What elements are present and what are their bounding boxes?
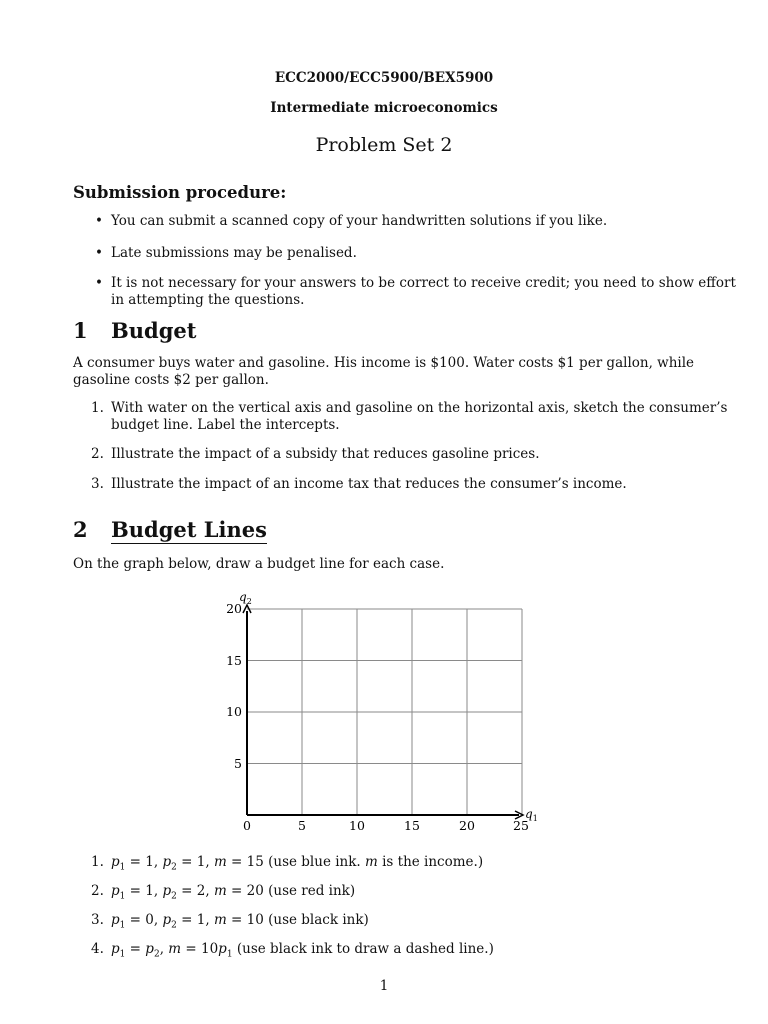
item-math-var: m [365, 854, 378, 870]
section-2-heading [73, 517, 373, 545]
item-math: $p_1 = 0$, $p_2 = 1$, m = 10 [111, 912, 264, 931]
item-text: Illustrate the impact of an income tax that reduces the consumer’s income. [111, 476, 627, 492]
section-1-item [91, 400, 728, 434]
section-2-intro: On the graph below, draw a budget line for each case. [73, 556, 445, 572]
item-math: $p_1 = 1$, $p_2 = 2$, m = 20 [111, 883, 264, 902]
section-number: 1 [73, 318, 88, 343]
bullet-icon: • [95, 213, 103, 229]
item-number: 3. [91, 476, 104, 492]
item-text: Illustrate the impact of a subsidy that reduces gasoline prices. [111, 446, 540, 462]
page-number: 1 [379, 978, 389, 994]
item-text: (use red ink) [263, 883, 356, 899]
item-text: With water on the vertical axis and gasoline on the horizontal axis, sketch the consumer’s [111, 400, 728, 416]
item-number: 4. [91, 941, 104, 957]
item-text: (use black ink to draw a dashed line.) [232, 941, 494, 957]
y-tick-label: 5 [234, 756, 242, 771]
item-number: 1. [91, 400, 104, 416]
budget-graph [215, 585, 545, 840]
course-name: Intermediate microeconomics [270, 100, 498, 116]
y-tick-label: 20 [226, 601, 242, 616]
section-1-item [91, 476, 627, 493]
item-number: 3. [91, 912, 104, 928]
item-text: (use black ink) [263, 912, 369, 928]
x-tick-label: 10 [349, 818, 365, 833]
submission-bullet [95, 213, 608, 230]
item-text: is the income.) [377, 854, 484, 870]
item-number: 1. [91, 854, 104, 870]
section-1-intro [73, 355, 698, 389]
x-tick-labels [243, 818, 529, 833]
y-tick-label: 10 [226, 704, 242, 719]
section-number: 2 [73, 517, 88, 542]
item-number: 2. [91, 883, 104, 899]
x-tick-label: 15 [404, 818, 420, 833]
x-tick-label: 5 [298, 818, 306, 833]
document-title: Problem Set 2 [315, 134, 453, 156]
bullet-text: It is not necessary for your answers to be correct to receive credit; you need to show effort [111, 275, 736, 291]
y-axis-label: $q_2$ [239, 590, 252, 606]
item-math: $p_1 = 1$, $p_2 = 1$, m = 15 [111, 854, 264, 873]
section-title: Budget [111, 318, 197, 343]
bullet-text-cont: in attempting the questions. [111, 292, 305, 308]
item-text-cont: budget line. Label the intercepts. [111, 417, 340, 433]
bullet-text: You can submit a scanned copy of your handwritten solutions if you like. [111, 213, 608, 229]
item-text: (use blue ink. [263, 854, 365, 870]
submission-heading: Submission procedure: [73, 183, 287, 202]
section-1-item [91, 446, 540, 463]
grid [247, 609, 522, 815]
section-title: Budget Lines [111, 517, 267, 542]
section-2-item [91, 854, 484, 877]
x-tick-label: 25 [513, 818, 529, 833]
item-math: $p_1 = p_2$, $m = 10p_1$ [111, 941, 233, 960]
section-1-heading [73, 318, 373, 346]
y-tick-labels [226, 601, 242, 771]
section-2-item [91, 883, 356, 906]
bullet-text: Late submissions may be penalised. [111, 245, 357, 261]
intro-line: A consumer buys water and gasoline. His income is $100. Water costs $1 per gallon, while [73, 355, 695, 371]
intro-line: gasoline costs $2 per gallon. [73, 372, 269, 388]
x-tick-label: 0 [243, 818, 251, 833]
submission-bullet [95, 245, 357, 262]
bullet-icon: • [95, 245, 103, 261]
item-number: 2. [91, 446, 104, 462]
bullet-icon: • [95, 275, 103, 291]
section-2-item [91, 941, 494, 964]
section-2-item [91, 912, 369, 935]
x-axis-label: $q_1$ [525, 807, 538, 823]
x-tick-label: 20 [459, 818, 475, 833]
course-codes: ECC2000/ECC5900/BEX5900 [274, 70, 494, 86]
submission-bullet [95, 275, 736, 309]
y-tick-label: 15 [226, 653, 242, 668]
